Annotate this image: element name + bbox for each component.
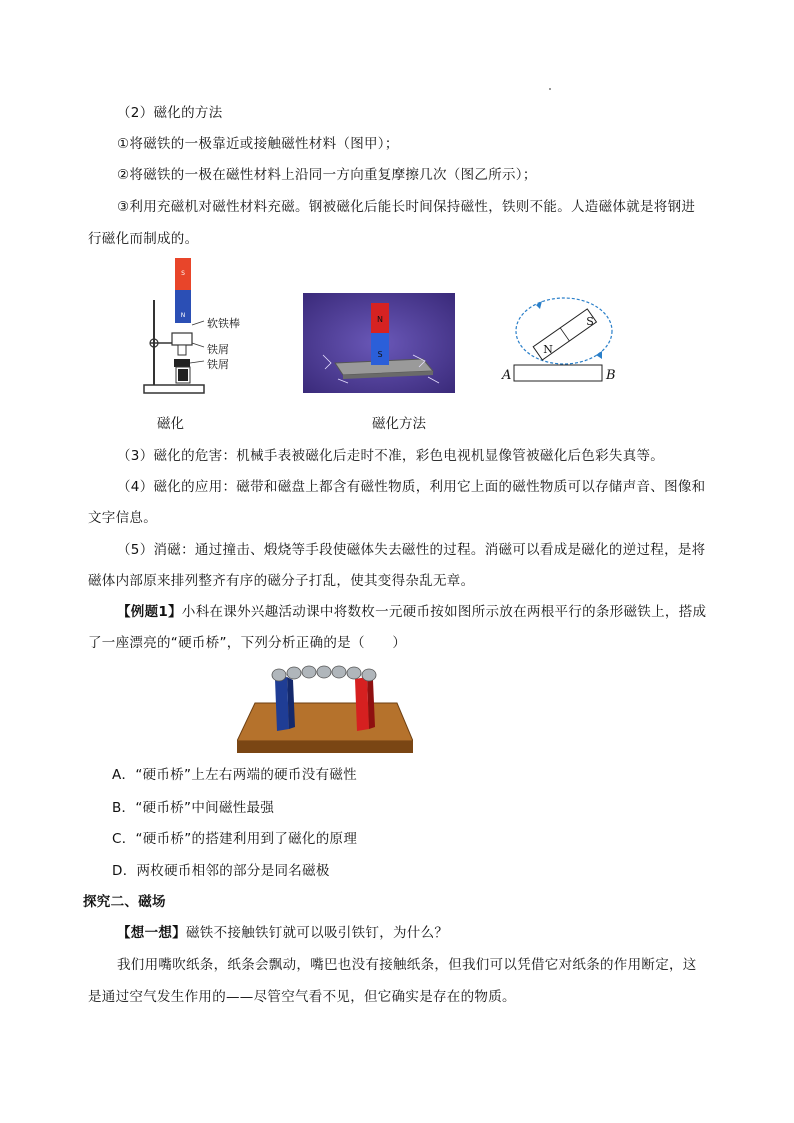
example1-line2: 了一座漂亮的“硬币桥”，下列分析正确的是（ ）: [88, 635, 407, 651]
fig1-pole-n: N: [180, 312, 186, 319]
option-c: C．“硬币桥”的搭建利用到了磁化的原理: [112, 831, 358, 847]
think-line: [117, 923, 448, 943]
section5-line1: （5）消磁：通过撞击、煅烧等手段使磁体失去磁性的过程。消磁可以看成是磁化的逆过程，是将: [117, 542, 706, 558]
label-soft-iron-rod: 软铁棒: [207, 317, 240, 330]
method-3-line2: 行磁化而制成的。: [88, 231, 199, 247]
fig3-pole-n: N: [543, 343, 553, 356]
label-iron-filings-2: 铁屑: [207, 358, 229, 371]
think-question: 磁铁不接触铁钉就可以吸引铁钉，为什么？: [186, 925, 449, 941]
option-b: B．“硬币桥”中间磁性最强: [112, 800, 275, 816]
section5-line2: 磁体内部原来排列整齐有序的磁分子打乱，使其变得杂乱无章。: [88, 573, 475, 589]
magnetization-stand-figure: [140, 255, 260, 400]
think-paragraph-line2: 是通过空气发生作用的——尽管空气看不见，但它确实是存在的物质。: [88, 989, 516, 1005]
section3-text: （3）磁化的危害：机械手表被磁化后走时不准，彩色电视机显像管被磁化后色彩失真等。: [117, 448, 665, 464]
example1-tag: 【例题1】: [117, 604, 182, 620]
rubbing-magnet-figure: [498, 293, 628, 388]
section2-heading: （2）磁化的方法: [117, 105, 223, 121]
fig3-pole-s: S: [586, 315, 594, 328]
fig3-label-b: B: [606, 368, 616, 383]
coin-bridge-figure: [237, 663, 413, 755]
option-a: A．“硬币桥”上左右两端的硬币没有磁性: [112, 767, 357, 783]
method-2: ②将磁铁的一极在磁性材料上沿同一方向重复摩擦几次（图乙所示）；: [117, 167, 537, 183]
magnetization-method-figure: [303, 293, 455, 393]
method-1: ①将磁铁的一极靠近或接触磁性材料（图甲）；: [117, 136, 399, 152]
caption-magnetization-method: 磁化方法: [372, 416, 426, 432]
fig2-pole-s: S: [377, 350, 383, 359]
fig2-pole-n: N: [377, 315, 383, 324]
fig3-label-a: A: [502, 368, 512, 383]
label-iron-filings-1: 铁屑: [207, 343, 229, 356]
method-3-line1: ③利用充磁机对磁性材料充磁。钢被磁化后能长时间保持磁性，铁则不能。人造磁体就是将钢进: [117, 199, 696, 215]
section4-line1: （4）磁化的应用：磁带和磁盘上都含有磁性物质，利用它上面的磁性物质可以存储声音、图像和: [117, 479, 706, 495]
explore2-heading: 探究二、磁场: [83, 894, 166, 910]
section4-line2: 文字信息。: [88, 510, 157, 526]
think-paragraph-line1: 我们用嘴吹纸条，纸条会飘动，嘴巴也没有接触纸条，但我们可以凭借它对纸条的作用断定，这: [117, 957, 697, 973]
example1-text-a: 小科在课外兴趣活动课中将数枚一元硬币按如图所示放在两根平行的条形磁铁上，搭成: [181, 604, 707, 620]
fig1-pole-s: S: [181, 270, 185, 277]
think-tag: 【想一想】: [117, 925, 186, 941]
example1-line1: [117, 602, 706, 622]
page-speck: [549, 88, 551, 90]
caption-magnetization: 磁化: [157, 416, 184, 432]
option-d: D．两枚硬币相邻的部分是同名磁极: [112, 863, 330, 879]
